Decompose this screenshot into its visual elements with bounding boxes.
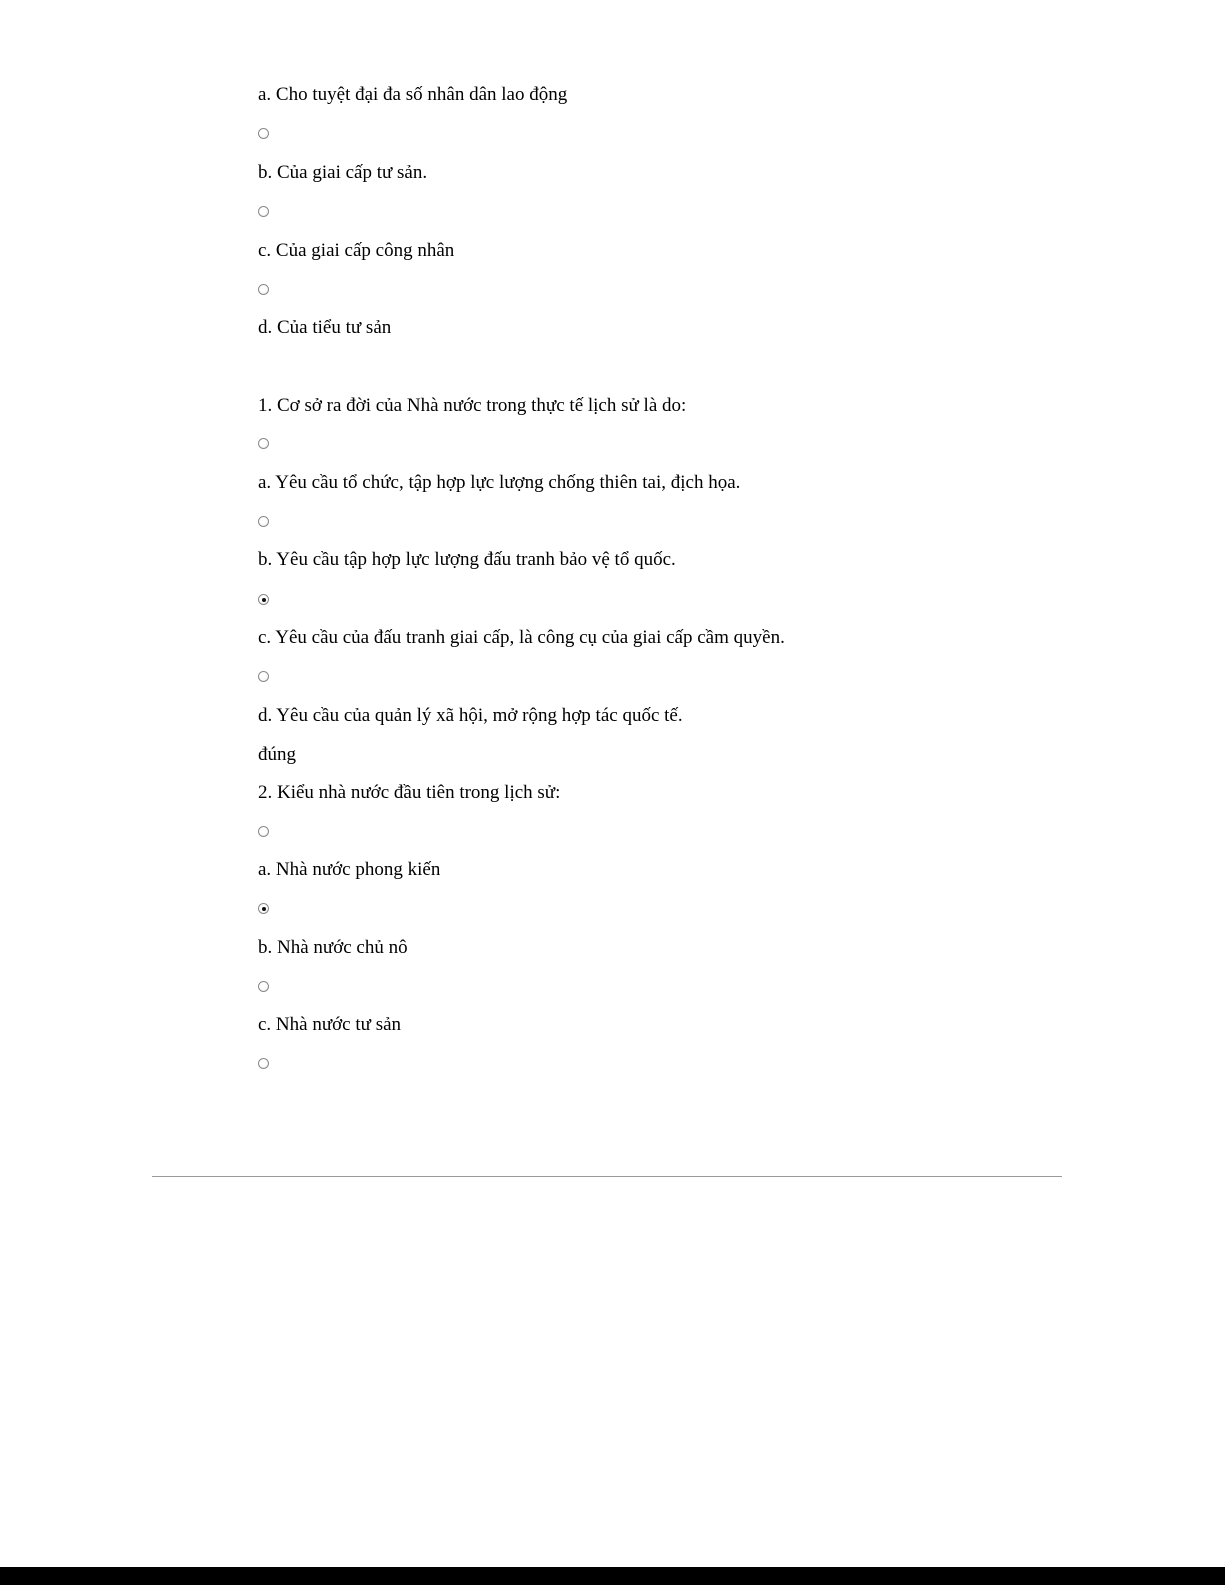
q1-option-d-label: d. Yêu cầu của quản lý xã hội, mở rộng hợp tác quốc tế.	[258, 705, 683, 726]
question-1-text: 1. Cơ sở ra đời của Nhà nước trong thực tế lịch sử là do:	[258, 395, 687, 416]
q2-option-a-radio[interactable]	[258, 826, 269, 837]
q1-option-b-radio[interactable]	[258, 516, 269, 527]
bottom-bar	[0, 1567, 1225, 1585]
q1-option-d-radio[interactable]	[258, 671, 269, 682]
horizontal-divider	[152, 1176, 1062, 1177]
q1-result-text: đúng	[258, 744, 296, 765]
prev-option-b-label: b. Của giai cấp tư sản.	[258, 162, 428, 183]
prev-option-a-label: a. Cho tuyệt đại đa số nhân dân lao động	[258, 84, 568, 105]
q1-option-c-radio[interactable]	[258, 594, 269, 605]
q2-option-b-radio[interactable]	[258, 903, 269, 914]
q1-option-a-radio[interactable]	[258, 438, 269, 449]
q2-option-b-label: b. Nhà nước chủ nô	[258, 937, 408, 958]
q1-option-a-label: a. Yêu cầu tổ chức, tập hợp lực lượng chống thiên tai, địch họa.	[258, 472, 741, 493]
q1-option-c-label: c. Yêu cầu của đấu tranh giai cấp, là công cụ của giai cấp cầm quyền.	[258, 627, 785, 648]
prev-option-d-label: d. Của tiểu tư sản	[258, 317, 392, 338]
q2-option-a-label: a. Nhà nước phong kiến	[258, 859, 441, 880]
q2-option-c-radio[interactable]	[258, 981, 269, 992]
prev-option-d-radio[interactable]	[258, 284, 269, 295]
prev-option-c-radio[interactable]	[258, 206, 269, 217]
prev-option-c-label: c. Của giai cấp công nhân	[258, 240, 455, 261]
q1-option-b-label: b. Yêu cầu tập hợp lực lượng đấu tranh bảo vệ tổ quốc.	[258, 549, 676, 570]
prev-option-b-radio[interactable]	[258, 128, 269, 139]
q2-option-c-label: c. Nhà nước tư sản	[258, 1014, 402, 1035]
q2-option-d-radio[interactable]	[258, 1058, 269, 1069]
question-2-text: 2. Kiểu nhà nước đầu tiên trong lịch sử:	[258, 782, 561, 803]
